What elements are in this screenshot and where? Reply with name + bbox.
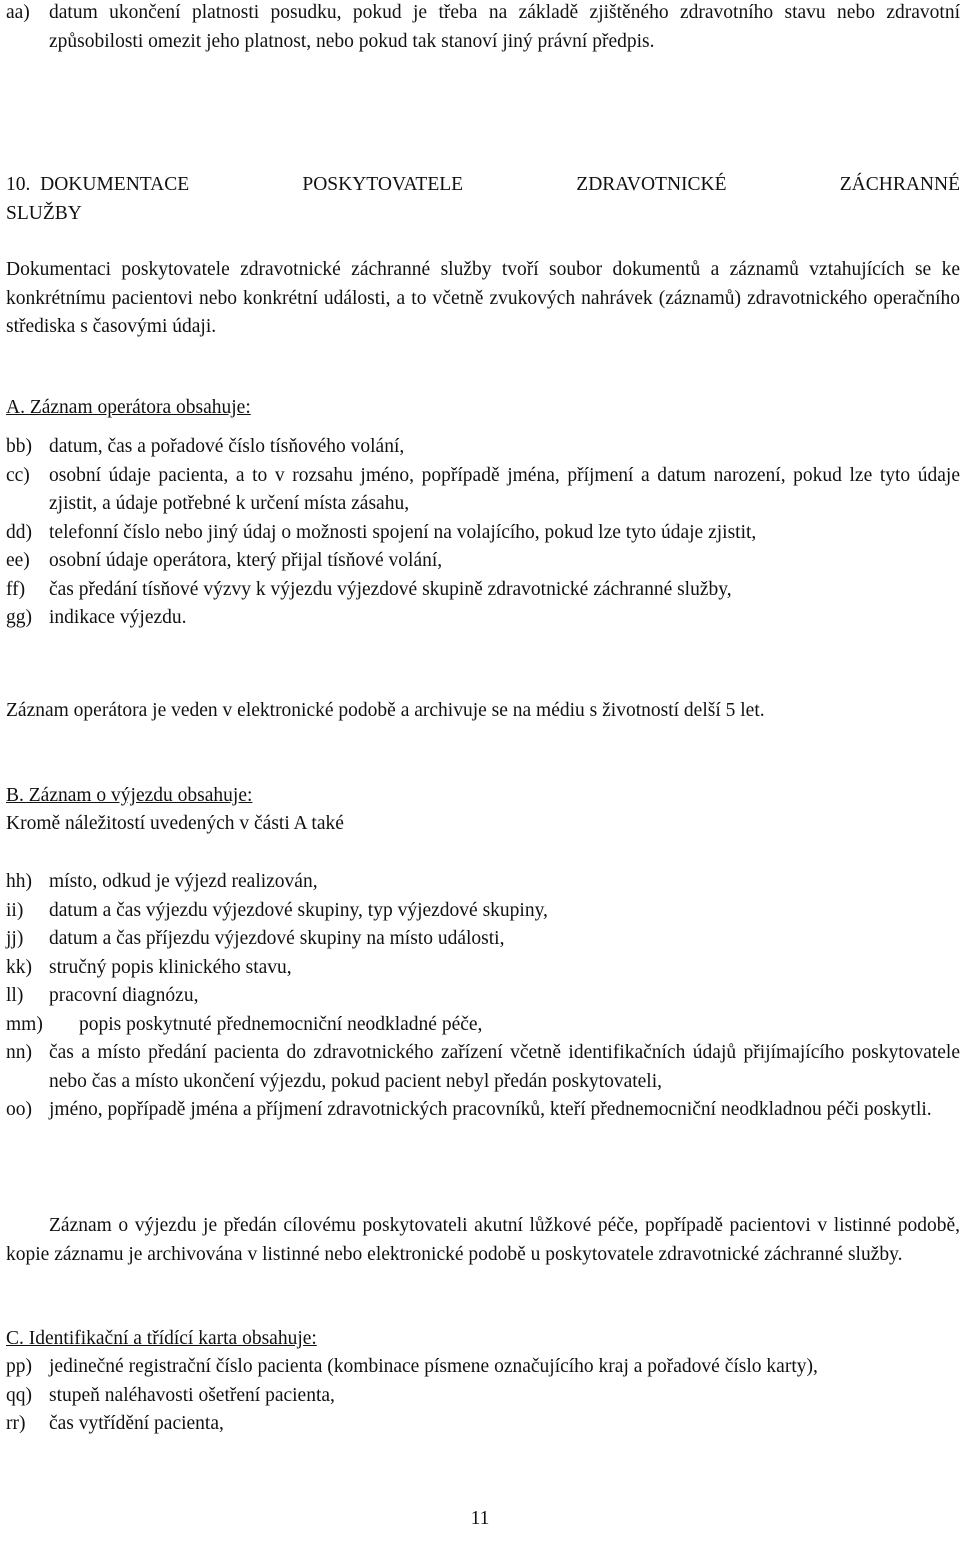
list-item: pp) jedinečné registrační číslo pacienta (kombinace písmene označujícího kraj a pořadové číslo karty), — [6, 1356, 818, 1377]
part-b-subheading: Kromě náležitostí uvedených v části A také — [6, 813, 344, 834]
part-b-heading: B. Záznam o výjezdu obsahuje: — [6, 785, 253, 806]
section-title-word: POSKYTOVATELE — [302, 174, 464, 195]
list-item: qq) stupeň naléhavosti ošetření pacienta, — [6, 1384, 335, 1406]
section-heading — [6, 171, 960, 228]
part-c-heading: C. Identifikační a třídící karta obsahuje: — [6, 1328, 317, 1349]
list-item: kk) stručný popis klinického stavu, — [6, 956, 292, 978]
section-intro: Dokumentaci poskytovatele zdravotnické záchranné služby tvoří soubor dokumentů a záznamů vztahujících se ke konkrétnímu pacientovi nebo konkrétní události, a to včetně zvukových nahrávek (záznamů) zdravotnického operačního střediska s časovými údaji. — [6, 259, 960, 337]
list-item: ii) datum a čas výjezdu výjezdové skupiny, typ výjezdové skupiny, — [6, 899, 548, 921]
item-text: datum ukončení platnosti posudku, pokud je třeba na základě zjištěného zdravotního stavu nebo zdravotní způsobilosti omezit jeho platnost, nebo pokud tak stanoví jiný právní předpis. — [49, 2, 960, 52]
list-item: cc) osobní údaje pacienta, a to v rozsahu jméno, popřípadě jména, příjmení a datum narození, pokud lze tyto údaje zjistit, a údaje potřebné k určení místa zásahu, — [6, 464, 960, 514]
list-item: ff) čas předání tísňové výzvy k výjezdu výjezdové skupině zdravotnické záchranné služby, — [6, 578, 732, 600]
part-a-list — [6, 433, 960, 633]
list-item: jj) datum a čas příjezdu výjezdové skupiny na místo události, — [6, 928, 505, 949]
section-title-end: SLUŽBY — [6, 202, 82, 224]
part-b-list — [6, 868, 960, 1125]
list-item: dd) telefonní číslo nebo jiný údaj o možnosti spojení na volajícího, pokud lze tyto údaje zjistit, — [6, 521, 757, 543]
list-item: oo) jméno, popřípadě jména a příjmení zdravotnických pracovníků, kteří přednemocniční neodkladnou péči poskytli. — [6, 1099, 932, 1120]
list-item: ee) osobní údaje operátora, který přijal tísňové volání, — [6, 550, 443, 571]
section-title-word: ZÁCHRANNÉ — [839, 174, 960, 195]
list-item: ll) pracovní diagnózu, — [6, 985, 199, 1006]
part-a-closing: Záznam operátora je veden v elektronické podobě a archivuje se na médiu s životností delší 5 let. — [6, 700, 765, 721]
section-number-and-title-start: 10. DOKUMENTACE — [6, 174, 190, 195]
part-b-closing: Záznam o výjezdu je předán cílovému poskytovateli akutní lůžkové péče, popřípadě pacientovi v listinné podobě, kopie záznamu je archivována v listinné nebo elektronické podobě u poskytovatele zdravotnické záchranné služby. — [6, 1215, 960, 1265]
page-number: 11 — [470, 1508, 490, 1529]
section-title-word: ZDRAVOTNICKÉ — [576, 174, 727, 195]
list-item: hh) místo, odkud je výjezd realizován, — [6, 871, 318, 892]
list-item: gg) indikace výjezdu. — [6, 607, 187, 628]
list-item: bb) datum, čas a pořadové číslo tísňového volání, — [6, 436, 405, 457]
list-item: rr) čas vytřídění pacienta, — [6, 1413, 224, 1434]
part-c-list — [6, 1353, 960, 1439]
item-aa — [6, 0, 960, 56]
item-label: aa) — [6, 2, 30, 23]
list-item: nn) čas a místo předání pacienta do zdravotnického zařízení včetně identifikačních údajů přijímajícího poskytovatele nebo čas a místo ukončení výjezdu, pokud pacient nebyl předán poskytovateli, — [6, 1042, 960, 1092]
part-a-heading: A. Záznam operátora obsahuje: — [6, 397, 251, 418]
list-item: mm) popis poskytnuté přednemocniční neodkladné péče, — [6, 1013, 483, 1035]
